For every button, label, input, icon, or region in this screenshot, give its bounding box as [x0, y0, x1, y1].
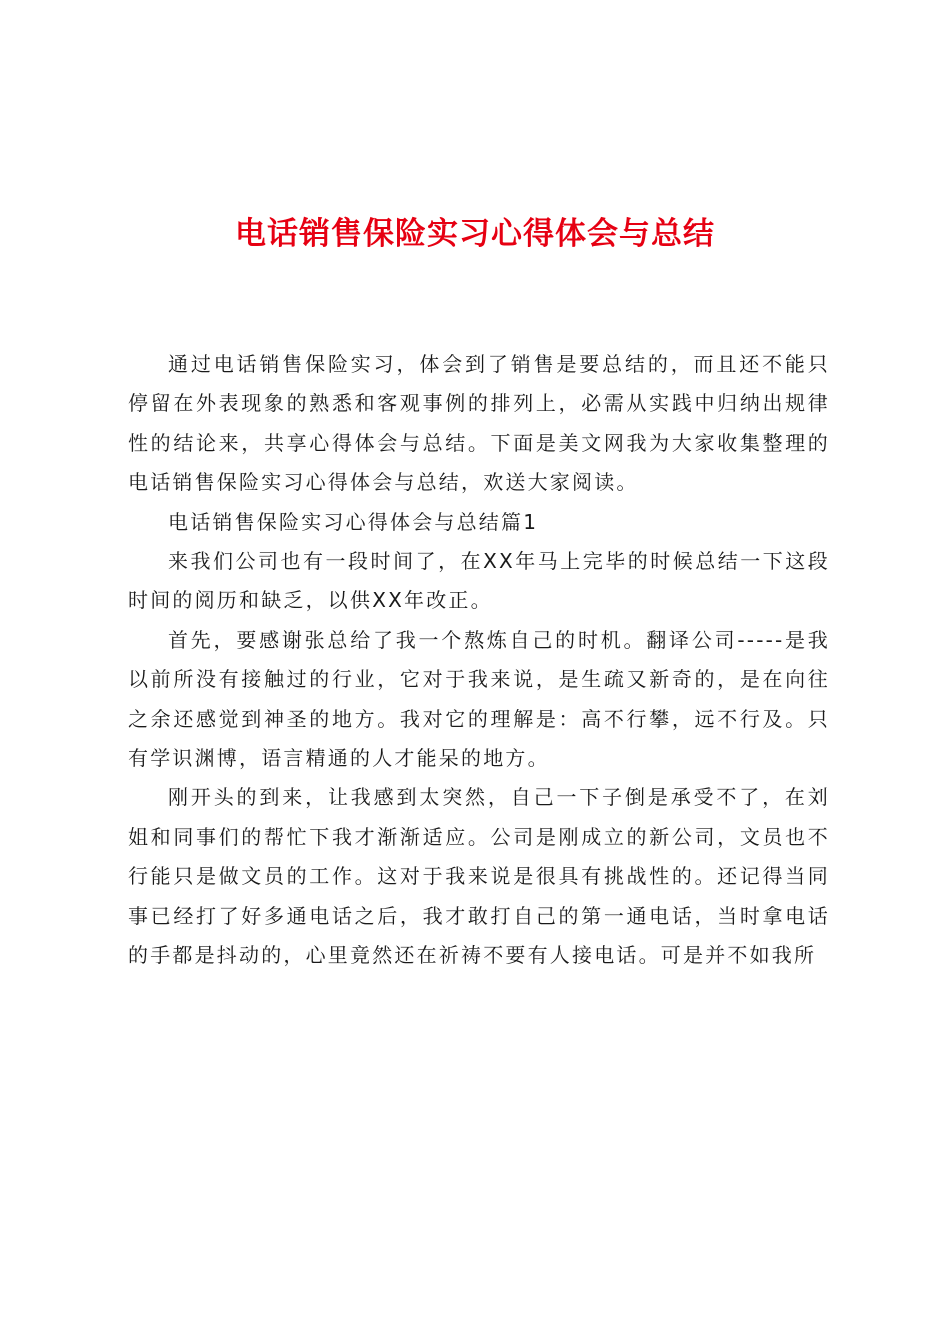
- paragraph: 来我们公司也有一段时间了，在XX年马上完毕的时候总结一下这段时间的阅历和缺乏，以供XX年改正。: [128, 549, 830, 613]
- document-title: 电话销售保险实习心得体会与总结: [235, 216, 715, 252]
- section-heading: 电话销售保险实习心得体会与总结篇1: [168, 509, 539, 534]
- paragraph: 刚开头的到来，让我感到太突然，自己一下子倒是承受不了，在刘姐和同事们的帮忙下我才渐渐适应。公司是刚成立的新公司，文员也不行能只是做文员的工作。这对于我来说是很具有挑战性的。还记得当同事已经打了好多通电话之后，我才敢打自己的第一通电话，当时拿电话的手都是抖动的，心里竟然还在祈祷不要有人接电话。可是并不如我所: [128, 785, 830, 968]
- paragraph: 首先，要感谢张总给了我一个熬炼自己的时机。翻译公司-----是我以前所没有接触过的行业，它对于我来说，是生疏又新奇的，是在向往之余还感觉到神圣的地方。我对它的理解是：高不行攀，远不行及。只有学识渊博，语言精通的人才能呆的地方。: [128, 627, 830, 771]
- document-body: [128, 345, 830, 976]
- paragraph-intro: 通过电话销售保险实习，体会到了销售是要总结的，而且还不能只停留在外表现象的熟悉和客观事例的排列上，必需从实践中归纳出规律性的结论来，共享心得体会与总结。下面是美文网我为大家收集整理的电话销售保险实习心得体会与总结，欢送大家阅读。: [128, 352, 830, 495]
